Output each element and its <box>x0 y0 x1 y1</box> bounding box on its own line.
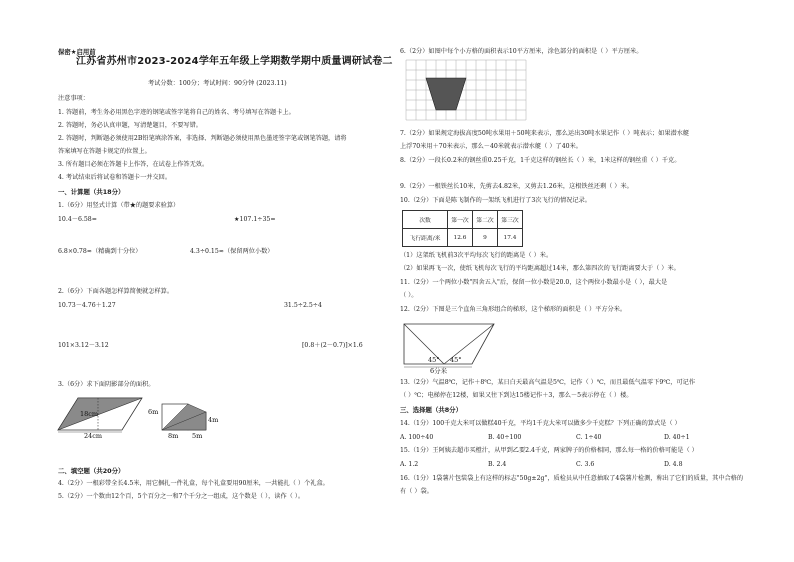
option-d: D. 40÷1 <box>664 434 690 441</box>
section-heading: 二、填空题（共20分） <box>58 467 125 475</box>
section-heading: 一、计算题（共18分） <box>58 188 125 196</box>
notes-heading: 注意事项： <box>58 95 89 102</box>
calc-item: 4.3÷0.15≈（保留两位小数） <box>190 248 274 255</box>
option-b: B. 40÷100 <box>488 434 522 441</box>
table-row <box>403 211 523 229</box>
question-13-cont: （ ）℃；电梯停在12楼，如果又往下到达15楼记作＋3，那么－5表示停在（ ）楼。 <box>400 392 633 399</box>
option-a: A. 1.2 <box>400 461 419 468</box>
table-cell: 12.6 <box>448 229 473 247</box>
question-12: 12.（2分）下图是三个直角三角形组合的梯形，这个梯形的面积是（ ）平方分米。 <box>400 306 627 313</box>
angle-label-1: 45° <box>428 356 440 364</box>
option-a: A. 100÷40 <box>400 434 434 441</box>
table-cell: 飞行距离/米 <box>403 229 448 247</box>
parallelogram-figure <box>58 394 148 438</box>
table-cell: 第一次 <box>448 211 473 229</box>
exam-meta: 考试分数：100分；考试时间：90分钟 (2023.11) <box>148 80 287 87</box>
trapezoid-figure <box>404 318 504 374</box>
table-cell: 次数 <box>403 211 448 229</box>
table-cell: 17.4 <box>498 229 523 247</box>
right-side-label: 4m <box>208 416 219 424</box>
question-9: 9.（2分）一根铁丝长10米，先剪去4.82米，又剪去1.26米，这根铁丝还剩（ ）米。 <box>400 183 633 190</box>
table-cell: 9 <box>473 229 498 247</box>
question-7-cont: 上浮70米用＋70米表示，那么－40米就表示潜水艇（ ）了40米。 <box>400 143 582 150</box>
section-heading: 三、选择题（共8分） <box>400 406 462 414</box>
shaded-trapezoid <box>426 78 466 110</box>
angle-label-2: 45° <box>450 356 462 364</box>
note-line: 1. 答题前，考生务必用黑色字迹的钢笔或签字笔将自己的姓名、考号填写在答题卡上。 <box>58 109 295 116</box>
question-10: 10.（2分）下面是陈飞制作的一架纸飞机进行了3次飞行的情况记录。 <box>400 197 591 204</box>
question-13: 13.（2分）气温8℃，记作＋8℃，某日白天最高气温是5℃，记作（ ）℃，而且最低气温零下9℃，可记作 <box>400 379 696 386</box>
question-8: 8.（2分）一段长0.2米的钢丝重0.25千克，1千克这样的钢丝长（ ）米，1米这样的钢丝重（ ）千克。 <box>400 157 681 164</box>
question-7: 7.（2分）如果规定海拔高度50吨水果用＋50吨来表示，那么运出30吨水果记作（ ）吨表示；如果潜水艇 <box>400 130 690 137</box>
question-16-cont: 有（ ）袋。 <box>400 488 433 495</box>
question-14: 14.（1分）100千克大米可以做糕40千克，平均1千克大米可以做多少千克糕？下列正确的算式是（ ） <box>400 420 681 427</box>
note-line: 3. 所有题目必须在答题卡上作答，在试卷上作答无效。 <box>58 161 209 168</box>
base-label: 24cm <box>84 432 103 440</box>
table-cell: 第二次 <box>473 211 498 229</box>
calc-item: [0.8＋(2－0.7)]×1.6 <box>302 342 363 349</box>
question-6: 6.（2分）如图中每个小方格的面积表示10平方厘米，涂色部分的面积是（ ）平方厘米。 <box>400 48 643 55</box>
exam-title: 江苏省苏州市2023-2024学年五年级上学期数学期中质量调研试卷二 <box>76 56 393 67</box>
option-c: C. 1÷40 <box>576 434 602 441</box>
calc-item: ★107.1÷35= <box>234 216 276 223</box>
question-2: 2.（6分）下面各题怎样算简便就怎样算。 <box>58 288 174 295</box>
flight-table <box>402 210 523 247</box>
table-cell: 第三次 <box>498 211 523 229</box>
base-label: 6分米 <box>430 367 448 375</box>
squares-figure <box>146 400 226 440</box>
option-d: D. 4.8 <box>664 461 683 468</box>
question-11-cont: （ ）。 <box>400 292 418 299</box>
question-1: 1.（6分）用竖式计算（带★的题要求验算） <box>58 202 180 209</box>
note-line: 答案填写在答题卡规定的位置上。 <box>58 148 151 155</box>
question-3: 3.（6分）求下面阴影部分的面积。 <box>58 381 155 388</box>
bottom-left-label: 8m <box>168 432 179 440</box>
confidential-mark: 保密★启用前 <box>58 48 96 56</box>
note-line: 2. 答题时，务必认真审题，写清楚题目，不要写错。 <box>58 122 202 129</box>
calc-item: 6.8×0.78≈（精确到十分位） <box>58 248 142 255</box>
question-10-part-2: （2）如果再飞一次，使纸飞机每次飞行的平均距离超过14米，那么第四次的飞行距离要大于（ ）米。 <box>400 265 680 272</box>
calc-item: 101×3.12－3.12 <box>58 342 109 349</box>
option-c: C. 3.6 <box>576 461 595 468</box>
question-11: 11.（2分）一个两位小数"四舍五入"后，保留一位小数是20.0，这个两位小数最小是（ ），最大是 <box>400 279 668 286</box>
table-row <box>403 229 523 247</box>
calc-item: 10.4－6.58= <box>58 216 97 223</box>
question-4: 4.（2分）一根彩带全长4.5米，用它捆扎一件礼盒，每个礼盒要用90厘米，一共能扎（ ）个礼盒。 <box>58 480 329 487</box>
left-side-label: 6m <box>148 408 159 416</box>
question-16: 16.（1分）1袋薯片包装袋上有这样的标志"50g±2g"，质检员从中任意抽取了4袋薯片检测，称出了它们的质量，其中合格的 <box>400 475 744 482</box>
note-line: 2. 答题时，判断题必须使用2B铅笔填涂答案，非选择、判断题必须使用黑色墨迹签字笔或钢笔答题，请将 <box>58 135 347 142</box>
question-5: 5.（2分）一个数由12个百，5个百分之一和7个千分之一组成，这个数是（ ），读作（ ）。 <box>58 493 305 500</box>
grid-figure <box>406 60 526 126</box>
height-label: 18cm <box>80 410 99 418</box>
question-10-part-1: （1）这架纸飞机前3次平均每次飞行的距离是（ ）米。 <box>400 252 553 259</box>
note-line: 4. 考试结束后将试卷和答题卡一并交回。 <box>58 174 172 181</box>
bottom-right-label: 5m <box>192 432 203 440</box>
calc-item: 31.5÷2.5÷4 <box>284 302 322 309</box>
option-b: B. 2.4 <box>488 461 507 468</box>
trapezoid-outline <box>404 324 494 364</box>
calc-item: 10.73－4.76＋1.27 <box>58 302 116 309</box>
question-15: 15.（1分）王阿姨去超市买橙汁，从甲到乙要2.4千克，两家牌子的价格相同，那么每一格的价格可能是（ ） <box>400 447 698 454</box>
